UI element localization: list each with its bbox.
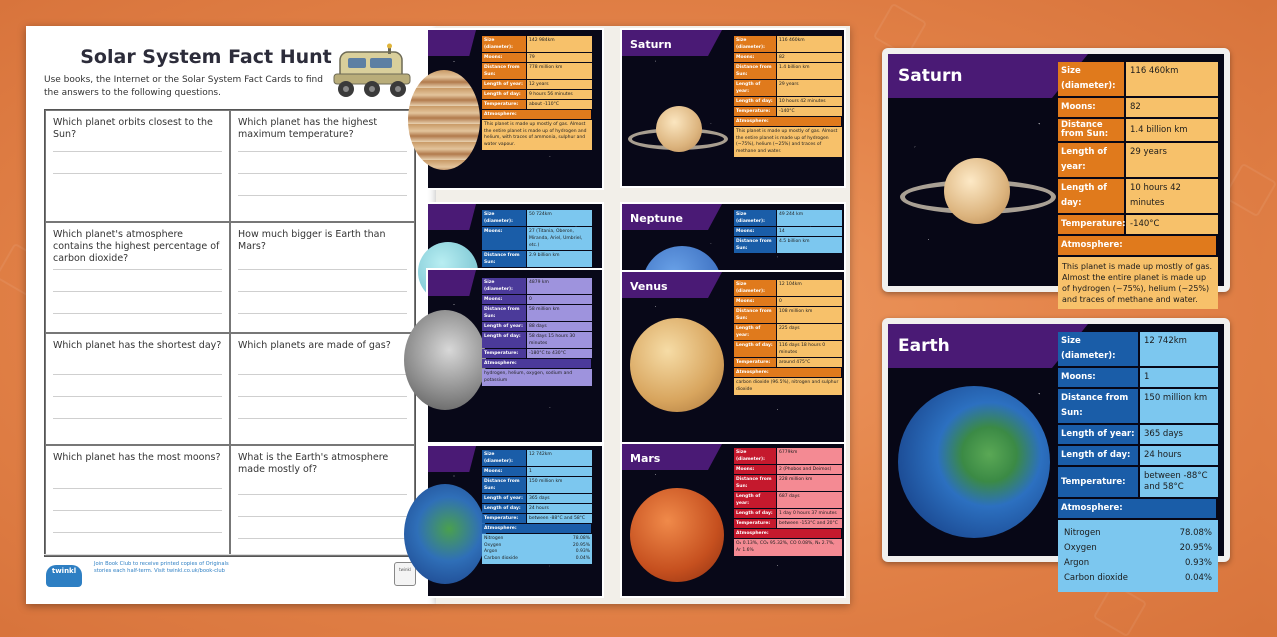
temp-label: Temperature: [482,100,526,109]
question-text: Which planet's atmosphere contains the highest percentage of carbon dioxide? [53,228,220,264]
temp-label: Temperature: [734,107,776,116]
twinkl-logo-sub: ORIGINALS [46,577,82,583]
fact-card-mars [620,442,846,598]
year-value: 365 days [1140,425,1218,444]
question-text: Which planet has the most moons? [53,451,221,463]
answer-line [238,313,407,314]
question-cell[interactable] [45,222,230,334]
answer-line [53,396,222,397]
question-text: Which planet orbits closest to the Sun? [53,117,213,140]
question-cell[interactable] [230,110,415,222]
gas-table [1058,520,1218,592]
earth-planet [898,386,1050,538]
fact-table [482,36,592,150]
distance-label: Distance from Sun: [734,307,776,323]
answer-line [238,374,407,375]
size-label: Size (diameter): [734,36,776,52]
distance-value: 778 million km [527,63,592,79]
size-label: Size (diameter): [734,280,776,296]
size-value: 6779km [777,448,842,464]
atmosphere-label: Atmosphere: [482,359,591,368]
answer-line [53,510,222,511]
temp-value: -180°C to 430°C [527,349,592,358]
moons-label: Moons: [482,467,526,476]
moons-label: Moons: [734,465,776,474]
fact-cards-panel [436,26,850,604]
temp-label: Temperature: [482,514,526,523]
fact-table [734,36,842,157]
day-value: 10 hours 42 minutes [1126,179,1218,213]
atmosphere-text: carbon dioxide (96.5%), nitrogen and sulphur dioxide [734,378,842,395]
gas-pct: 78.08% [572,536,590,541]
temp-label: Temperature: [734,358,776,367]
year-label: Length of year: [1058,425,1138,444]
day-label: Length of day: [1058,446,1138,465]
fact-table [734,210,842,254]
year-value: 88 days [527,322,592,331]
big-card-saturn [882,48,1230,304]
question-text: How much bigger is Earth than Mars? [238,228,386,252]
rover-illustration [328,44,416,102]
atmosphere-text: This planet is made up mostly of gas. Almost the entire planet is made up of hydrogen and helium, with traces of ammonia, sulphur and water vapour. [482,120,592,150]
moons-label: Moons: [734,297,776,306]
size-label: Size (diameter): [482,450,526,466]
fact-table [1058,62,1218,309]
distance-label: Distance from Sun: [482,63,526,79]
size-value: 4879 km [527,278,592,294]
gas-pct: 0.04% [575,555,590,561]
fact-card-neptune [620,202,846,272]
answer-line [53,374,222,375]
temp-value: -140°C [1126,215,1218,234]
card-title-band [428,446,476,472]
distance-label: Distance from Sun: [482,251,526,267]
moons-label: Moons: [482,295,526,304]
distance-label: Distance from Sun: [734,63,776,79]
atmosphere-text: hydrogen, helium, oxygen, sodium and potassium [482,369,592,386]
atmosphere-label: Atmosphere: [1058,236,1216,255]
card-name: Mars [630,452,661,465]
background-hex [1223,163,1277,218]
year-label: Length of year: [1058,143,1124,177]
fact-table [482,278,592,386]
temp-value: between -153°C and 20°C [777,519,842,528]
temp-label: Temperature: [1058,467,1138,497]
worksheet-intro: Use books, the Internet or the Solar System Fact Cards to find the answers to the following questions. [44,75,323,98]
moons-label: Moons: [734,227,776,236]
day-value: 9 hours 56 minutes [527,90,592,99]
moons-value: 1 [527,467,592,476]
gas-name: Oxygen [1064,543,1097,553]
twinkl-logo: twinkl [46,565,82,587]
day-value: 24 hours [1140,446,1218,465]
fact-card-jupiter [426,28,604,190]
distance-value: 150 million km [527,477,592,493]
size-label: Size (diameter): [734,210,776,226]
moons-value: 1 [1140,368,1218,387]
answer-line [53,313,222,314]
distance-value: 1.4 billion km [777,63,842,79]
day-label: Length of day: [482,332,526,348]
moons-value: 14 [777,227,842,236]
gas-name: Carbon dioxide [1064,573,1129,583]
answer-line [238,151,407,152]
fact-card-uranus [426,202,604,272]
question-text: Which planet has the shortest day? [53,340,222,351]
day-value: 24 hours [527,504,592,513]
size-value: 12 742km [527,450,592,466]
answer-line [53,269,222,270]
card-name: Earth [898,336,950,356]
year-label: Length of year: [734,324,776,340]
answer-line [53,291,222,292]
atmosphere-label: Atmosphere: [1058,499,1216,518]
size-value: 142 984km [527,36,592,52]
size-label: Size (diameter): [482,210,526,226]
gas-name: Carbon dioxide [484,555,518,561]
fact-table [734,448,842,556]
question-cell[interactable] [230,222,415,334]
temp-value: between -88°C and 58°C [1140,467,1218,497]
distance-label: Distance from Sun: [1058,389,1138,423]
question-text: What is the Earth's atmosphere made mostly of? [238,451,389,475]
answer-line [238,396,407,397]
answer-line [238,173,407,174]
moons-value: 27 (Titania, Oberon, Miranda, Ariel, Umbriel, etc.) [527,227,592,250]
year-label: Length of year: [482,322,526,331]
answer-line [53,488,222,489]
year-label: Length of year: [482,80,526,89]
day-value: 58 days 15 hours 30 minutes [527,332,592,348]
answer-line [238,538,407,539]
fact-table [734,280,842,395]
gas-name: Nitrogen [1064,528,1101,538]
year-value: 225 days [777,324,842,340]
atmosphere-label: Atmosphere: [482,524,591,533]
earth-planet [404,484,486,584]
distance-label: Distance from Sun: [482,477,526,493]
day-value: 1 day 0 hours 37 minutes [777,509,842,518]
question-text: Which planets are made of gas? [238,340,391,351]
card-name: Saturn [630,38,672,51]
year-value: 29 years [777,80,842,96]
gas-name: Nitrogen [484,536,504,541]
big-card-earth [882,318,1230,583]
size-label: Size (diameter): [1058,332,1138,366]
fact-card-mercury [426,268,604,444]
year-label: Length of year: [482,494,526,503]
gas-pct: 0.04% [1184,573,1212,583]
atmosphere-text: O₂ 0.13%, CO₂ 95.32%, CO 0.08%, N₂ 2.7%, Ar 1.6% [734,539,842,556]
moons-label: Moons: [1058,98,1124,117]
answer-line [53,151,222,152]
fact-card-saturn [620,28,846,188]
fact-table [482,210,592,268]
day-label: Length of day: [734,97,776,106]
venus-planet [630,318,724,412]
big-card-inner [888,54,1224,304]
distance-label: Distance from Sun: [482,305,526,321]
card-name: Neptune [630,212,683,225]
gas-pct: 0.93% [575,549,590,554]
year-value: 687 days [777,492,842,508]
distance-label: Distance from Sun: [1058,119,1124,141]
gas-name: Argon [1064,558,1090,568]
size-value: 12 742km [1140,332,1218,366]
card-title-band [428,204,476,230]
temp-label: Temperature: [734,519,776,528]
temp-label: Temperature: [482,349,526,358]
card-title-band [428,30,476,56]
answer-line [238,195,407,196]
moons-value: 2 (Phobos and Deimos) [777,465,842,474]
fact-hunt-worksheet [26,26,436,604]
moons-label: Moons: [1058,368,1138,387]
atmosphere-label: Atmosphere: [482,110,591,119]
year-value: 12 years [527,80,592,89]
gas-pct: 20.95% [1179,543,1212,553]
question-cell[interactable] [230,333,415,445]
fact-table [1058,332,1218,592]
gas-table [482,534,592,564]
answer-line [238,516,407,517]
moons-value: 0 [777,297,842,306]
question-text: Which planet has the highest maximum temperature? [238,117,378,140]
question-cell[interactable] [45,445,230,557]
day-label: Length of day: [482,504,526,513]
day-label: Length of day: [734,341,776,357]
moons-value: 0 [527,295,592,304]
question-grid [44,109,416,557]
year-label: Length of year: [734,80,776,96]
day-label: Length of day: [1058,179,1124,213]
answer-line [53,532,222,533]
distance-value: 228 million km [777,475,842,491]
moons-label: Moons: [482,227,526,250]
mercury-planet [404,310,486,410]
question-cell[interactable] [45,110,230,222]
atmosphere-label: Atmosphere: [734,368,841,377]
size-label: Size (diameter): [482,36,526,52]
atmosphere-label: Atmosphere: [734,529,841,538]
saturn-planet [656,106,702,152]
big-card-inner [888,324,1224,583]
answer-line [53,418,222,419]
distance-value: 1.4 billion km [1126,119,1218,141]
gas-name: Argon [484,549,498,554]
jupiter-planet [408,70,480,170]
mars-planet [630,488,724,582]
card-title-band [428,270,476,296]
day-label: Length of day: [482,90,526,99]
answer-line [238,269,407,270]
moons-label: Moons: [734,53,776,62]
size-value: 116 460km [777,36,842,52]
answer-line [53,173,222,174]
moons-value: 82 [777,53,842,62]
year-value: 365 days [527,494,592,503]
distance-value: 2.9 billion km [527,251,592,267]
gas-name: Oxygen [484,542,502,548]
gas-pct: 78.08% [1179,528,1212,538]
day-label: Length of day: [734,509,776,518]
temp-value: between -88°C and 58°C [527,514,592,523]
atmosphere-text: This planet is made up mostly of gas. Almost the entire planet is made up of hydrogen (~75%), helium (~25%) and traces of methane and water. [1058,257,1218,309]
question-cell[interactable] [45,333,230,445]
moons-label: Moons: [482,53,526,62]
size-label: Size (diameter): [482,278,526,294]
year-label: Length of year: [734,492,776,508]
temp-value: around 475°C [777,358,842,367]
distance-value: 4.5 billion km [777,237,842,253]
year-value: 29 years [1126,143,1218,177]
size-value: 116 460km [1126,62,1218,96]
distance-label: Distance from Sun: [734,475,776,491]
answer-line [238,418,407,419]
saturn-planet [944,158,1010,224]
answer-line [238,494,407,495]
book-club-text: Join Book Club to receive printed copies of Originals stories each half-term. Visit twinkl.co.uk/book-club [94,561,229,574]
distance-value: 108 million km [777,307,842,323]
distance-value: 150 million km [1140,389,1218,423]
worksheet-title: Solar System Fact Hunt [80,46,332,68]
fact-card-venus [620,270,846,446]
size-label: Size (diameter): [734,448,776,464]
gas-pct: 0.93% [1184,558,1212,568]
question-cell[interactable] [230,445,415,557]
gas-pct: 20.95% [572,542,590,548]
fact-table [482,450,592,564]
size-value: 50 724km [527,210,592,226]
card-name: Saturn [898,66,963,86]
temp-value: about -110°C [527,100,592,109]
size-value: 49 244 km [777,210,842,226]
atmosphere-label: Atmosphere: [734,117,841,126]
moons-value: 79 [527,53,592,62]
temp-value: -140°C [777,107,842,116]
answer-line [238,291,407,292]
twinkl-badge: twinkl [394,562,416,586]
distance-label: Distance from Sun: [734,237,776,253]
temp-label: Temperature: [1058,215,1124,234]
day-value: 116 days 18 hours 0 minutes [777,341,842,357]
day-value: 10 hours 42 minutes [777,97,842,106]
worksheet-footer [44,554,418,594]
distance-value: 58 million km [527,305,592,321]
size-label: Size (diameter): [1058,62,1124,96]
fact-card-earth [426,444,604,598]
card-name: Venus [630,280,668,293]
atmosphere-text: This planet is made up mostly of gas. Almost the entire planet is made up of hydrogen (~75%), helium (~25%) and traces of methane and water. [734,127,842,157]
size-value: 12 104km [777,280,842,296]
moons-value: 82 [1126,98,1218,117]
